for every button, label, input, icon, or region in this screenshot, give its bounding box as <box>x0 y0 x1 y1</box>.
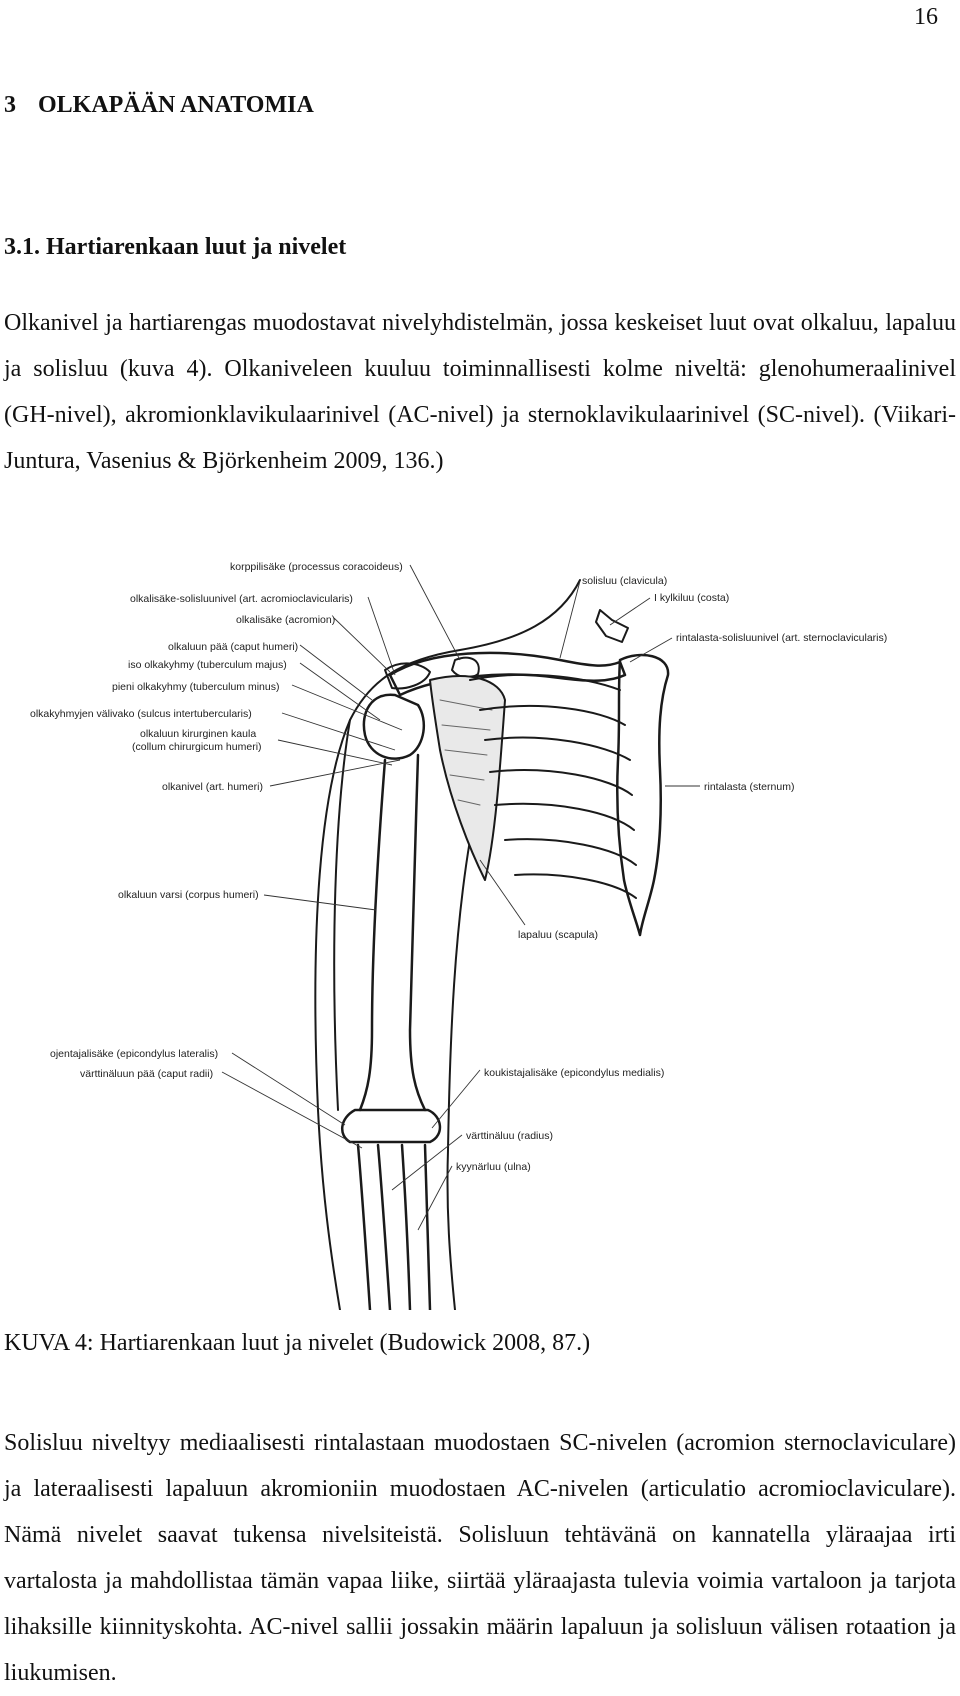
paragraph-intro: Olkanivel ja hartiarengas muodostavat nivelyhdistelmän, jossa keskeiset luut ovat olkaluu, lapaluu ja solisluu (kuva 4). Olkaniveleen kuuluu toiminnallisesti kolme niveltä: glenohumeraalinivel (GH-nivel), akromionklavikulaarinivel (AC-nivel) ja sternoklavikulaarinivel (SC-nivel). (Viikari-Juntura, Vasenius & Björkenheim 2009, 136.) <box>4 310 956 474</box>
label-collum-chirurgicum-2: (collum chirurgicum humeri) <box>132 741 262 753</box>
anatomy-figure <box>0 550 960 1310</box>
chapter-title: OLKAPÄÄN ANATOMIA <box>38 92 314 118</box>
rib-3 <box>485 738 630 760</box>
arm-inner-outline <box>447 840 470 1310</box>
figure-caption: KUVA 4: Hartiarenkaan luut ja nivelet (Budowick 2008, 87.) <box>4 1330 591 1356</box>
chapter-number: 3 <box>4 92 16 118</box>
label-tuberculum-majus: iso olkakyhmy (tuberculum majus) <box>128 659 287 671</box>
label-art-sternoclavicularis: rintalasta-solisluunivel (art. sternoclavicularis) <box>676 632 888 644</box>
label-epicondylus-lateralis: ojentajalisäke (epicondylus lateralis) <box>50 1048 219 1060</box>
rib-5 <box>495 804 634 830</box>
radius-bone <box>358 1145 390 1310</box>
label-radius: värttinäluu (radius) <box>466 1130 553 1142</box>
chapter-heading <box>4 92 314 119</box>
label-epicondylus-medialis: koukistajalisäke (epicondylus medialis) <box>484 1067 665 1079</box>
label-acromion: olkalisäke (acromion) <box>236 614 336 626</box>
label-caput-humeri: olkaluun pää (caput humeri) <box>168 641 299 653</box>
label-clavicula: solisluu (clavicula) <box>582 575 668 587</box>
label-collum-chirurgicum-1: olkaluun kirurginen kaula <box>140 728 257 740</box>
label-caput-radii: värttinäluun pää (caput radii) <box>80 1068 214 1080</box>
label-processus-coracoideus: korppilisäke (processus coracoideus) <box>230 561 403 573</box>
rib-6 <box>505 839 636 865</box>
clavicle-bone <box>390 653 625 695</box>
paragraph-clavicle: Solisluu niveltyy mediaalisesti rintalastaan muodostaen SC-nivelen (acromion sternoclaviculare) ja lateraalisesti lapaluun akromioniin muodostaen AC-nivelen (articulatio acromioclaviculare). Nämä nivelet saavat tukensa nivelsiteistä. Solisluun tehtävänä on kannatella yläraajaa irti vartalosta ja mahdollistaa tämän vapaa liike, siirtää yläraajasta tulevia voimia vartaloon ja tarjota lihaksille kiinnityskohta. AC-nivel sallii jossakin määrin lapaluun ja solisluun välisen rotaation ja liukumisen. <box>4 1430 956 1686</box>
humerus-shaft <box>360 755 425 1110</box>
arm-outer-outline <box>334 720 350 1110</box>
label-sulcus-intertubercularis: olkakyhmyjen välivako (sulcus intertubercularis) <box>30 708 252 720</box>
section-heading: 3.1. Hartiarenkaan luut ja nivelet <box>4 234 347 260</box>
coracoid-process <box>452 658 479 678</box>
shoulder-bones-illustration <box>0 550 960 1310</box>
label-art-acromioclavicularis: olkalisäke-solisluunivel (art. acromioclavicularis) <box>130 593 353 605</box>
rib-7 <box>515 874 636 898</box>
label-art-humeri: olkanivel (art. humeri) <box>162 781 263 793</box>
humerus-distal <box>342 1110 440 1142</box>
label-scapula: lapaluu (scapula) <box>518 929 598 941</box>
label-tuberculum-minus: pieni olkakyhmy (tuberculum minus) <box>112 681 280 693</box>
clavicle-end <box>596 610 628 642</box>
ulna-bone <box>402 1145 430 1310</box>
rib-4 <box>490 770 632 795</box>
label-ulna: kyynärluu (ulna) <box>456 1161 531 1173</box>
sternum-bone <box>617 655 668 935</box>
label-sternum: rintalasta (sternum) <box>704 781 795 793</box>
label-costa: I kylkiluu (costa) <box>654 592 730 604</box>
label-corpus-humeri: olkaluun varsi (corpus humeri) <box>118 889 259 901</box>
page-number: 16 <box>914 4 938 30</box>
